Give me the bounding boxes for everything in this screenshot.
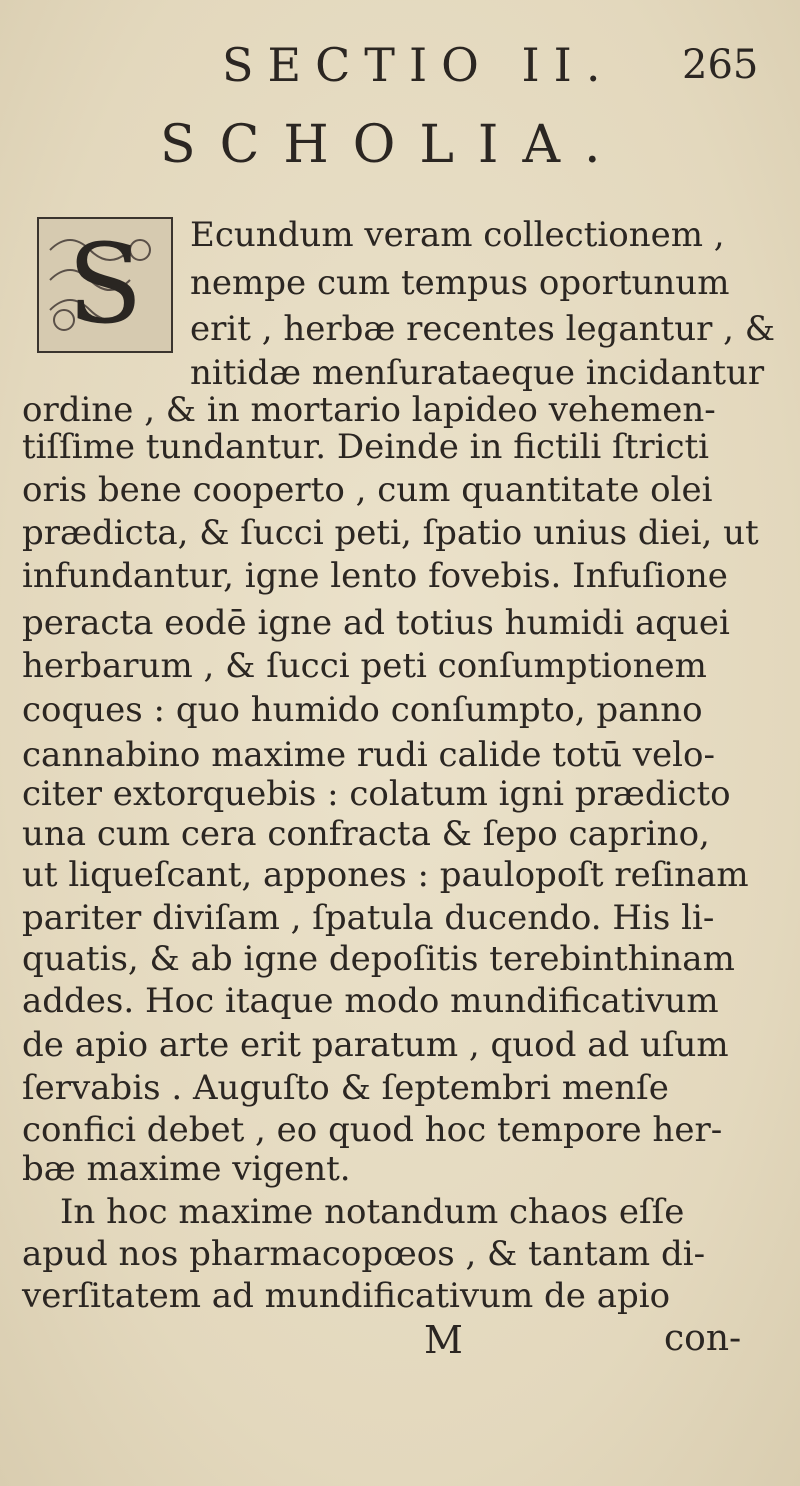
scholia-heading: SCHOLIA. (160, 115, 625, 175)
text-line: prædicta, & ſucci peti, ſpatio unius diei, ut (22, 513, 759, 553)
text-line: de apio arte erit paratum , quod ad uſum (22, 1025, 729, 1065)
catchword: con- (664, 1318, 742, 1359)
signature-mark: M (424, 1318, 463, 1362)
text-line: tiſſime tundantur. Deinde in fictili ſtricti (22, 427, 710, 467)
text-line: peracta eodē igne ad totius humidi aquei (22, 603, 730, 643)
text-line: nempe cum tempus oportunum (190, 263, 730, 303)
text-line: apud nos pharmacopœos , & tantam di- (22, 1234, 706, 1274)
page-number: 265 (682, 42, 759, 88)
text-line: Ecundum veram collectionem , (190, 215, 725, 255)
text-line: citer extorquebis : colatum igni prædicto (22, 774, 731, 814)
text-line: oris bene cooperto , cum quantitate olei (22, 470, 713, 510)
text-line: ordine , & in mortario lapideo vehemen- (22, 390, 716, 430)
text-line: cannabino maxime rudi calide totū velo- (22, 735, 715, 775)
text-line: bæ maxime vigent. (22, 1149, 351, 1189)
text-line: herbarum , & ſucci peti conſumptionem (22, 646, 707, 686)
running-head (0, 30, 800, 100)
text-line: In hoc maxime notandum chaos eſſe (60, 1192, 685, 1232)
text-line: confici debet , eo quod hoc tempore her- (22, 1110, 723, 1150)
text-line: infundantur, igne lento fovebis. Infuſione (22, 556, 728, 596)
decorated-initial-s (30, 210, 180, 360)
text-line: pariter diviſam , ſpatula ducendo. His li- (22, 898, 715, 938)
text-line: una cum cera confracta & ſepo caprino, (22, 814, 710, 854)
text-line: addes. Hoc itaque modo mundificativum (22, 981, 719, 1021)
text-line: verſitatem ad mundificativum de apio (22, 1276, 671, 1316)
text-line: ut liqueſcant, appones : paulopoſt reſinam (22, 855, 749, 895)
section-title: SECTIO II. (222, 38, 615, 92)
initial-letter: S (67, 220, 143, 348)
text-line: quatis, & ab igne depoſitis terebinthinam (22, 939, 735, 979)
text-line: coques : quo humido conſumpto, panno (22, 690, 703, 730)
text-line: nitidæ menſurataeque incidantur (190, 353, 765, 393)
text-line: ſervabis . Auguſto & ſeptembri menſe (22, 1068, 669, 1108)
text-line: erit , herbæ recentes legantur , & (190, 309, 776, 349)
